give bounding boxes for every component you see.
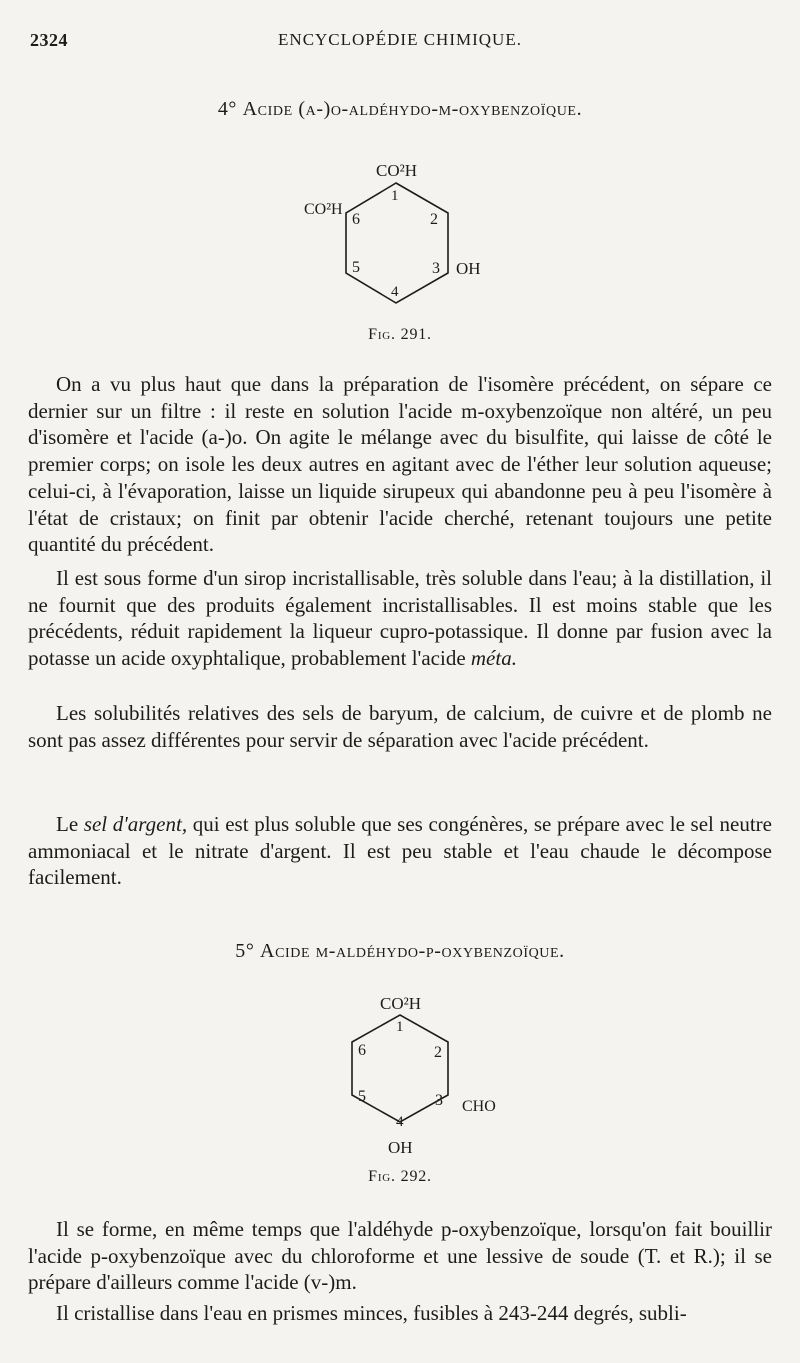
properties-text: Il est sous forme d'un sirop incristallisable, très soluble dans l'eau; à la distillation, il ne fournit que des produits également incristallisables. Il est moins stable que les précédents, réduit rapidement la liqueur cupro-potassique. Il donne par fusion avec la potasse un acide oxyphtalique, probablement l'acide — [28, 566, 772, 671]
figure-caption-291: Fig. 291. — [368, 326, 432, 343]
substituent-upper-left: CO²H — [304, 201, 343, 218]
substituent-right: OH — [456, 259, 481, 278]
position-6: 6 — [352, 211, 360, 228]
section-number-5: 5° — [235, 940, 255, 962]
position-4: 4 — [391, 284, 399, 300]
substituent-top: CO²H — [380, 994, 421, 1013]
position-4: 4 — [396, 1114, 404, 1130]
paragraph-formation: Il se forme, en même temps que l'aldéhyde p-oxybenzoïque, lorsqu'on fait bouillir l'acide p-oxybenzoïque avec du chloroforme et une lessive de soude (T. et R.); il se prépare d'ailleurs comme l'acide (v-)m. — [28, 1217, 772, 1295]
figure-291 — [290, 150, 510, 350]
position-2: 2 — [434, 1044, 442, 1061]
page-number: 2324 — [30, 30, 68, 50]
position-2: 2 — [430, 211, 438, 228]
section-title-5 — [0, 940, 800, 963]
page-header — [30, 30, 770, 56]
paragraph-silver-salt — [28, 811, 772, 891]
section-name-4: Acide (a-)o-aldéhydo-m-oxybenzoïque. — [242, 98, 583, 120]
section-number-4: 4° — [217, 98, 238, 120]
paragraph-properties — [28, 565, 772, 672]
position-3: 3 — [432, 260, 440, 277]
position-6: 6 — [358, 1042, 366, 1059]
figure-caption-292: Fig. 292. — [368, 1168, 432, 1185]
substituent-right: CHO — [462, 1098, 496, 1115]
meta-term: méta. — [470, 646, 517, 671]
paragraph-crystallization: Il cristallise dans l'eau en prismes minces, fusibles à 243-244 degrés, subli- — [56, 1301, 687, 1325]
silver-salt-term: sel d'argent, — [83, 812, 188, 836]
paragraph-preparation: On a vu plus haut que dans la préparation de l'isomère précédent, on sépare ce dernier sur un filtre : il reste en solution l'acide m-oxybenzoïque non altéré, un peu d'isomère et l'acide (a-)o. On agite le mélange avec du bisulfite, qui laisse de côté le premier corps; on isole les deux autres en agitant avec de l'éther leur solution aqueuse; celui-ci, à l'évaporation, laisse un liquide sirupeux qui abandonne peu à peu l'isomère à l'état de cristaux; on finit par obtenir l'acide cherché, retenant toujours une petite quantité du précédent. — [28, 372, 772, 557]
position-1: 1 — [396, 1019, 404, 1035]
paragraph-salts: Les solubilités relatives des sels de baryum, de calcium, de cuivre et de plomb ne sont pas assez différentes pour servir de séparation avec l'acide précédent. — [28, 701, 772, 752]
position-5: 5 — [352, 259, 360, 276]
substituent-bottom: OH — [388, 1138, 413, 1157]
silver-salt-text: qui est plus soluble que ses congénères, se prépare avec le sel neutre ammoniacal et le nitrate d'argent. Il est peu stable et l'eau chaude le décompose facilement. — [28, 812, 772, 890]
position-5: 5 — [358, 1088, 366, 1105]
benzene-ring-diagram-291 — [290, 150, 510, 310]
silver-salt-intro: Le — [56, 812, 79, 836]
section-title-4 — [0, 98, 800, 121]
figure-292 — [290, 985, 510, 1190]
position-1: 1 — [391, 188, 399, 204]
position-3: 3 — [435, 1092, 443, 1109]
running-title: ENCYCLOPÉDIE CHIMIQUE. — [278, 30, 522, 49]
section-name-5: Acide m-aldéhydo-p-oxybenzoïque. — [260, 940, 565, 962]
benzene-ring-diagram-292 — [290, 985, 510, 1160]
substituent-top: CO²H — [376, 161, 417, 180]
